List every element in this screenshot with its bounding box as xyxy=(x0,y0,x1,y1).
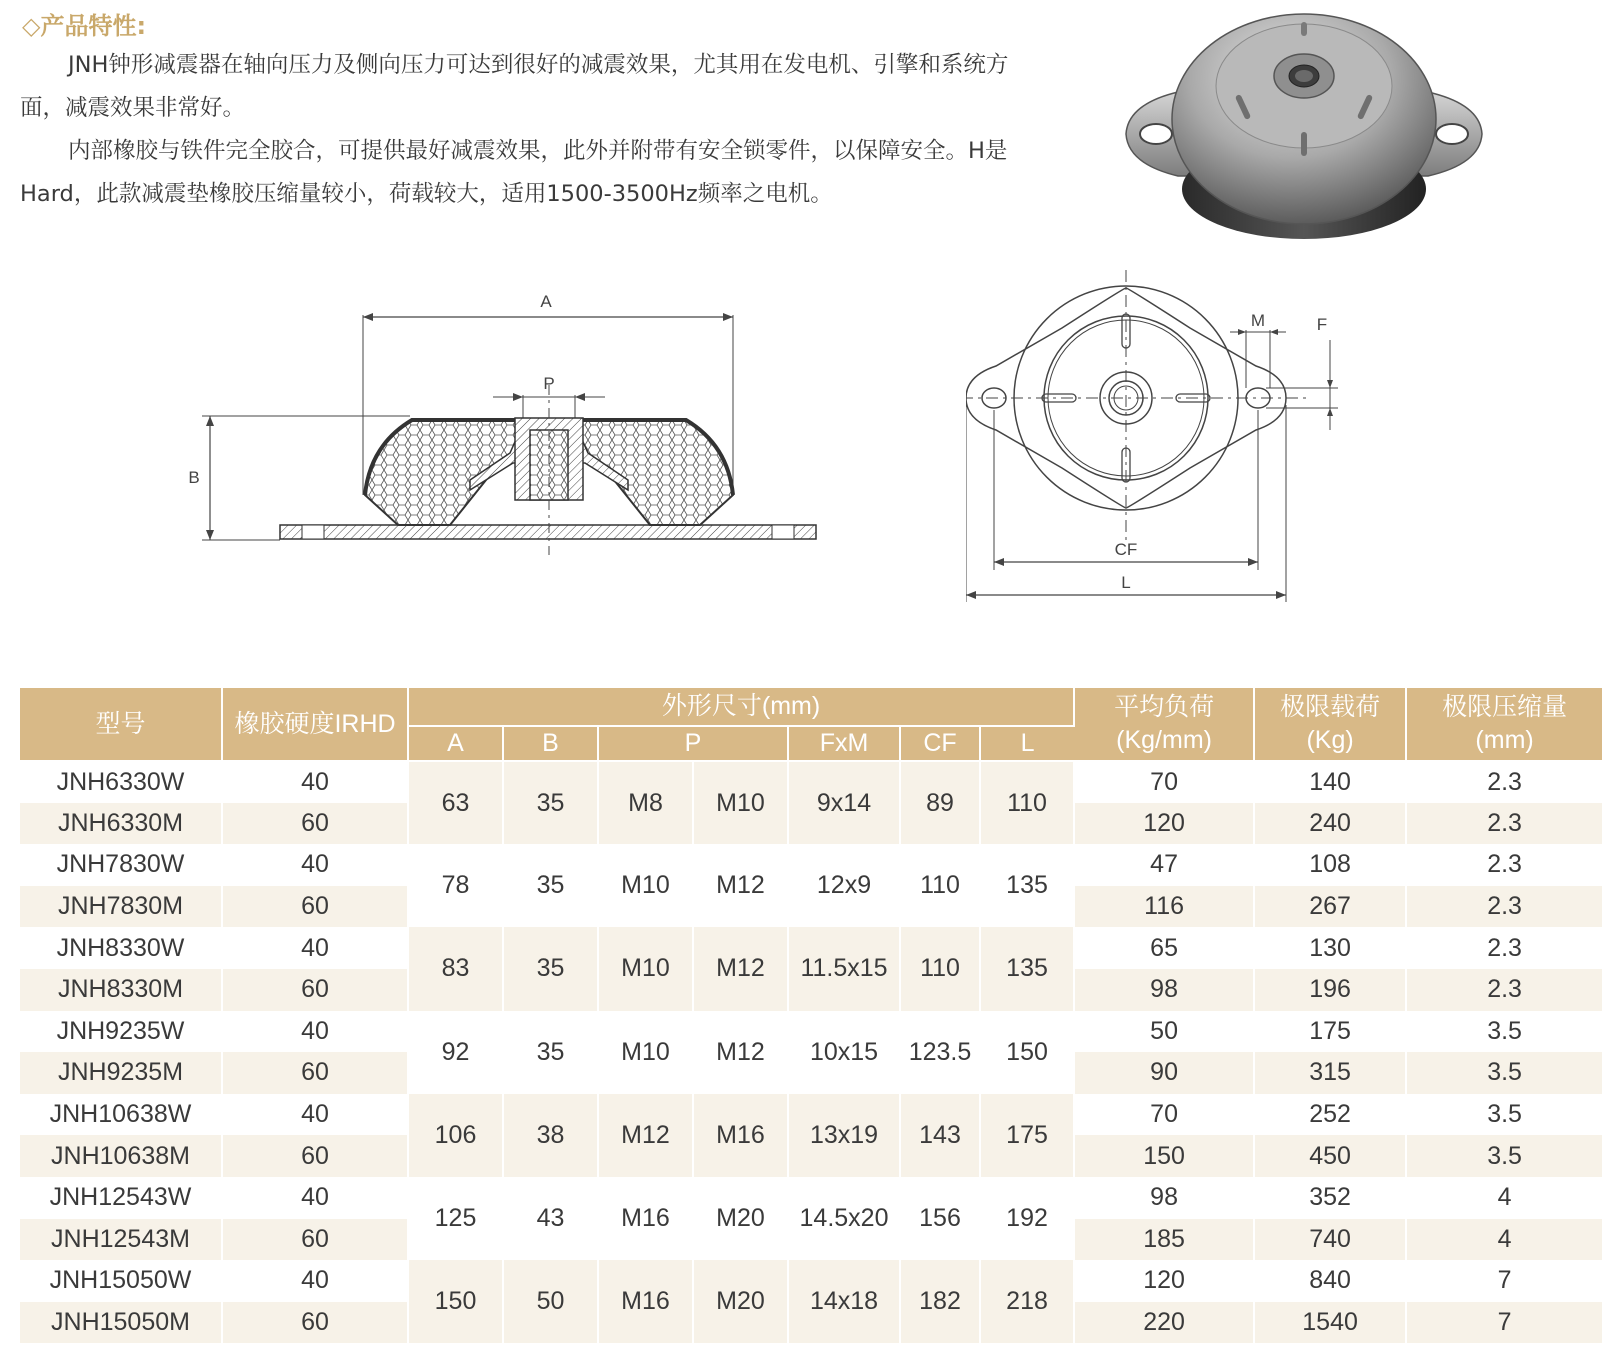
cell-p1: M16 xyxy=(598,1260,693,1343)
header-max-compression-unit: (mm) xyxy=(1475,726,1534,754)
cell-model: JNH15050W xyxy=(20,1260,222,1302)
cell-fxm: 13x19 xyxy=(788,1094,900,1177)
cell-b: 50 xyxy=(503,1260,598,1343)
top-view-drawing xyxy=(966,270,1386,630)
cell-hardness: 40 xyxy=(222,1011,408,1053)
cell-hardness: 60 xyxy=(222,1219,408,1261)
table-row xyxy=(20,1177,1602,1219)
intro-paragraph-2-text: 内部橡胶与铁件完全胶合，可提供最好减震效果，此外并附带有安全锁零件，以保障安全。H是Hard，此款减震垫橡胶压缩量较小，荷载较大，适用1500-3500Hz频率之电机。 xyxy=(20,138,1008,207)
cell-hardness: 40 xyxy=(222,1177,408,1219)
table-row xyxy=(20,1260,1602,1302)
dim-label-f: F xyxy=(1316,315,1328,334)
cell-fxm: 14.5x20 xyxy=(788,1177,900,1260)
subheader-fxm: FxM xyxy=(788,726,900,761)
cell-b: 35 xyxy=(503,927,598,1010)
product-photo xyxy=(1108,4,1498,254)
dim-label-cf: CF xyxy=(1114,540,1138,559)
cell-l: 175 xyxy=(980,1094,1074,1177)
header-max-load-unit: (Kg) xyxy=(1306,726,1354,754)
dim-label-l: L xyxy=(1121,573,1131,592)
cell-max-compression: 2.3 xyxy=(1406,969,1602,1011)
cell-model: JNH7830W xyxy=(20,844,222,886)
cell-hardness: 40 xyxy=(222,1094,408,1136)
cell-a: 150 xyxy=(408,1260,503,1343)
cell-b: 35 xyxy=(503,844,598,927)
subheader-cf: CF xyxy=(900,726,980,761)
cell-avg-load: 98 xyxy=(1074,1177,1254,1219)
cell-hardness: 60 xyxy=(222,803,408,845)
cell-b: 35 xyxy=(503,1011,598,1094)
cell-max-load: 130 xyxy=(1254,927,1406,969)
cell-p2: M20 xyxy=(693,1177,788,1260)
cell-cf: 89 xyxy=(900,761,980,844)
cell-model: JNH10638W xyxy=(20,1094,222,1136)
cell-hardness: 60 xyxy=(222,1302,408,1344)
cell-max-compression: 2.3 xyxy=(1406,886,1602,928)
cell-avg-load: 70 xyxy=(1074,761,1254,803)
cell-p2: M12 xyxy=(693,1011,788,1094)
cell-max-compression: 3.5 xyxy=(1487,1100,1522,1129)
side-section-drawing xyxy=(180,285,880,605)
subheader-b: B xyxy=(503,726,598,761)
table-header-row xyxy=(20,688,1602,726)
cell-cf: 110 xyxy=(900,844,980,927)
cell-avg-load: 220 xyxy=(1074,1302,1254,1344)
cell-max-load: 740 xyxy=(1254,1219,1406,1261)
header-max-load xyxy=(1254,688,1406,761)
cell-hardness: 60 xyxy=(222,1052,408,1094)
cell-max-compression: 2.3 xyxy=(1406,803,1602,845)
section-title: ◇产品特性: xyxy=(22,12,147,40)
cell-cf: 143 xyxy=(900,1094,980,1177)
cell-p1: M10 xyxy=(598,927,693,1010)
cell-max-compression: 2.3 xyxy=(1487,850,1522,879)
cell-cf: 123.5 xyxy=(900,1011,980,1094)
cell-max-compression: 2.3 xyxy=(1487,767,1522,796)
cell-l: 218 xyxy=(980,1260,1074,1343)
header-hardness: 橡胶硬度IRHD xyxy=(222,688,408,761)
cell-avg-load: 150 xyxy=(1074,1135,1254,1177)
cell-b: 38 xyxy=(503,1094,598,1177)
cell-model: JNH9235M xyxy=(20,1052,222,1094)
header-avg-load xyxy=(1074,688,1254,761)
cell-avg-load: 98 xyxy=(1074,969,1254,1011)
cell-max-load: 352 xyxy=(1254,1177,1406,1219)
cell-avg-load: 47 xyxy=(1074,844,1254,886)
dim-label-a: A xyxy=(540,292,552,311)
cell-max-load: 140 xyxy=(1254,761,1406,803)
cell-cf: 156 xyxy=(900,1177,980,1260)
cell-max-compression: 7 xyxy=(1497,1266,1512,1295)
cell-avg-load: 120 xyxy=(1074,1260,1254,1302)
intro-text xyxy=(20,44,1030,216)
header-dimensions: 外形尺寸(mm) xyxy=(408,688,1074,726)
cell-fxm: 12x9 xyxy=(788,844,900,927)
cell-p1: M16 xyxy=(598,1177,693,1260)
intro-paragraph-1-text: JNH钟形减震器在轴向压力及侧向压力可达到很好的减震效果，尤其用在发电机、引擎和系统方面，减震效果非常好。 xyxy=(20,52,1009,121)
cell-a: 125 xyxy=(408,1177,503,1260)
cell-a: 63 xyxy=(408,761,503,844)
cell-max-compression: 7 xyxy=(1406,1302,1602,1344)
cell-model: JNH15050M xyxy=(20,1302,222,1344)
cell-avg-load: 185 xyxy=(1074,1219,1254,1261)
cell-a: 83 xyxy=(408,927,503,1010)
cell-model: JNH12543M xyxy=(20,1219,222,1261)
cell-l: 192 xyxy=(980,1177,1074,1260)
cell-cf: 182 xyxy=(900,1260,980,1343)
cell-max-compression: 3.5 xyxy=(1487,1016,1522,1045)
cell-p2: M12 xyxy=(693,844,788,927)
cell-b: 35 xyxy=(503,761,598,844)
cell-l: 135 xyxy=(980,844,1074,927)
cell-max-load: 240 xyxy=(1254,803,1406,845)
cell-p1: M12 xyxy=(598,1094,693,1177)
cell-hardness: 40 xyxy=(222,844,408,886)
spec-table xyxy=(20,688,1602,1343)
cell-max-compression: 4 xyxy=(1497,1183,1512,1212)
cell-avg-load: 116 xyxy=(1074,886,1254,928)
cell-l: 135 xyxy=(980,927,1074,1010)
intro-paragraph-1 xyxy=(20,44,1030,130)
subheader-p: P xyxy=(598,726,788,761)
cell-l: 150 xyxy=(980,1011,1074,1094)
table-row xyxy=(20,927,1602,969)
cell-max-load: 1540 xyxy=(1254,1302,1406,1344)
cell-p2: M16 xyxy=(693,1094,788,1177)
header-avg-load-unit: (Kg/mm) xyxy=(1116,726,1212,754)
cell-max-load: 267 xyxy=(1254,886,1406,928)
cell-hardness: 40 xyxy=(222,761,408,803)
cell-max-load: 175 xyxy=(1254,1011,1406,1053)
cell-avg-load: 65 xyxy=(1074,927,1254,969)
cell-p1: M10 xyxy=(598,844,693,927)
cell-max-load: 108 xyxy=(1254,844,1406,886)
table-row xyxy=(20,844,1602,886)
cell-a: 92 xyxy=(408,1011,503,1094)
cell-a: 78 xyxy=(408,844,503,927)
cell-l: 110 xyxy=(980,761,1074,844)
cell-p2: M12 xyxy=(693,927,788,1010)
cell-model: JNH6330M xyxy=(20,803,222,845)
cell-fxm: 9x14 xyxy=(788,761,900,844)
cell-max-compression: 3.5 xyxy=(1406,1135,1602,1177)
cell-avg-load: 50 xyxy=(1074,1011,1254,1053)
cell-max-compression: 4 xyxy=(1406,1219,1602,1261)
cell-model: JNH9235W xyxy=(20,1011,222,1053)
cell-model: JNH6330W xyxy=(20,761,222,803)
cell-max-load: 840 xyxy=(1254,1260,1406,1302)
cell-avg-load: 120 xyxy=(1074,803,1254,845)
header-model: 型号 xyxy=(20,688,222,761)
cell-fxm: 10x15 xyxy=(788,1011,900,1094)
cell-avg-load: 70 xyxy=(1074,1094,1254,1136)
table-row xyxy=(20,761,1602,803)
cell-avg-load: 90 xyxy=(1074,1052,1254,1094)
header-max-compression-label: 极限压缩量 xyxy=(1442,693,1568,721)
cell-max-compression: 3.5 xyxy=(1406,1052,1602,1094)
cell-max-load: 196 xyxy=(1254,969,1406,1011)
cell-model: JNH7830M xyxy=(20,886,222,928)
header-avg-load-label: 平均负荷 xyxy=(1114,693,1215,721)
dim-label-p: P xyxy=(543,374,555,393)
cell-hardness: 40 xyxy=(222,1260,408,1302)
cell-max-load: 315 xyxy=(1254,1052,1406,1094)
cell-fxm: 11.5x15 xyxy=(788,927,900,1010)
cell-p1: M10 xyxy=(598,1011,693,1094)
header-max-compression xyxy=(1406,688,1602,761)
cell-fxm: 14x18 xyxy=(788,1260,900,1343)
cell-hardness: 60 xyxy=(222,969,408,1011)
cell-max-load: 450 xyxy=(1254,1135,1406,1177)
cell-hardness: 60 xyxy=(222,886,408,928)
table-row xyxy=(20,1011,1602,1053)
dim-label-b: B xyxy=(188,468,200,487)
cell-hardness: 40 xyxy=(222,927,408,969)
header-max-load-label: 极限载荷 xyxy=(1280,693,1381,721)
cell-hardness: 60 xyxy=(222,1135,408,1177)
cell-p2: M20 xyxy=(693,1260,788,1343)
cell-b: 43 xyxy=(503,1177,598,1260)
spec-table-body xyxy=(20,761,1602,1343)
cell-model: JNH8330W xyxy=(20,927,222,969)
intro-paragraph-2 xyxy=(20,130,1030,216)
subheader-l: L xyxy=(980,726,1074,761)
cell-max-load: 252 xyxy=(1254,1094,1406,1136)
cell-a: 106 xyxy=(408,1094,503,1177)
cell-model: JNH12543W xyxy=(20,1177,222,1219)
cell-model: JNH8330M xyxy=(20,969,222,1011)
subheader-a: A xyxy=(408,726,503,761)
table-row xyxy=(20,1094,1602,1136)
cell-model: JNH10638M xyxy=(20,1135,222,1177)
dim-label-m: M xyxy=(1250,311,1266,330)
cell-p2: M10 xyxy=(693,761,788,844)
cell-max-compression: 2.3 xyxy=(1487,933,1522,962)
cell-p1: M8 xyxy=(598,761,693,844)
cell-cf: 110 xyxy=(900,927,980,1010)
